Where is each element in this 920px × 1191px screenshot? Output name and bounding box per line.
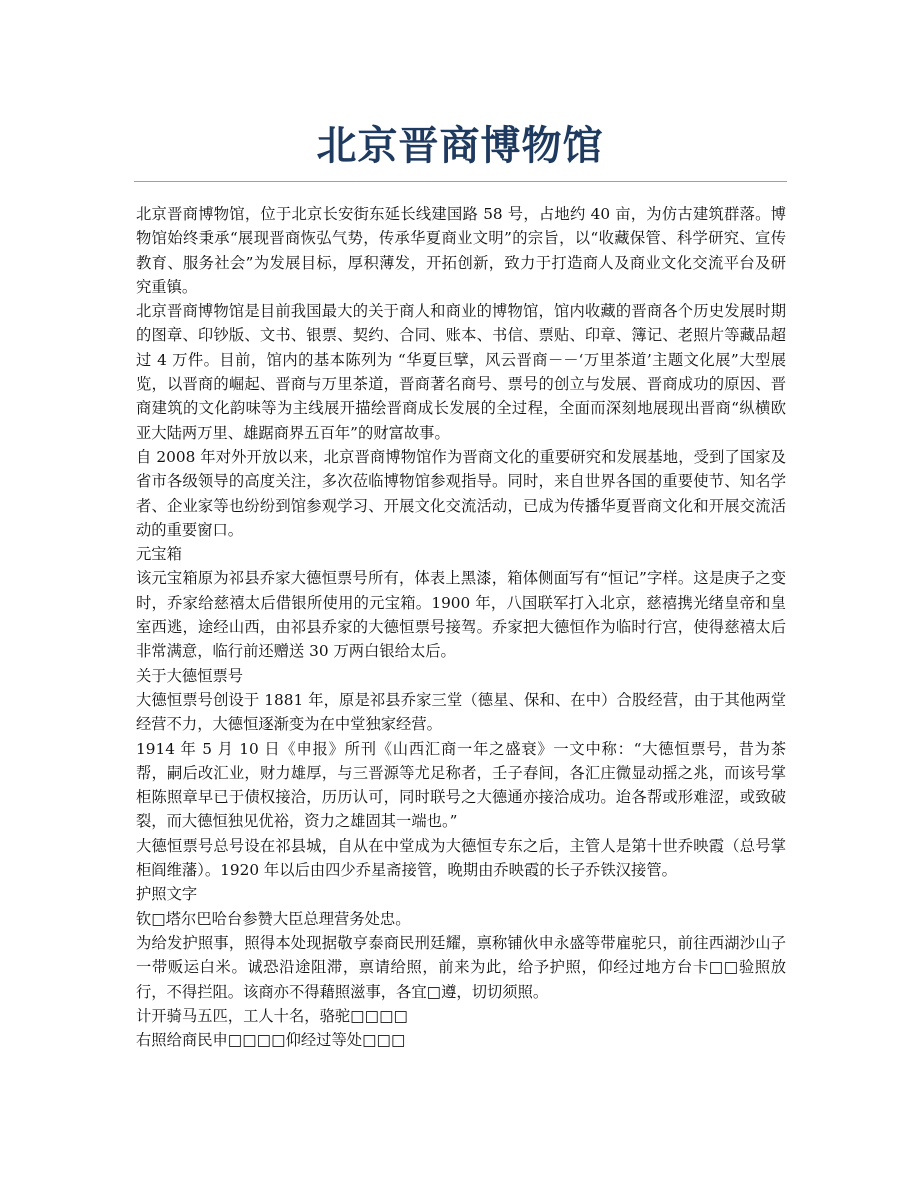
- paragraph-intro: 北京晋商博物馆，位于北京长安街东延长线建国路 58 号，占地约 40 亩，为仿古建筑群落。博物馆始终秉承“展现晋商恢弘气势，传承华夏商业文明”的宗旨，以“收藏保管、科学研究、宣传教育、服务社会”为发展目标，厚积薄发，开拓创新，致力于打造商人及商业文化交流平台及研究重镇。: [136, 205, 786, 296]
- paragraph-collection: 北京晋商博物馆是目前我国最大的关于商人和商业的博物馆，馆内收藏的晋商各个历史发展时期的图章、印钞版、文书、银票、契约、合同、账本、书信、票贴、印章、簿记、老照片等藏品超过 4 万件。目前，馆内的基本陈列为 “华夏巨擘，风云晋商－－‘万里茶道’主题文化展”大型展览，以晋商的崛起、晋商与万里茶道，晋商著名商号、票号的创立与发展、晋商成功的原因、晋商建筑的文化韵味等为主线展开描绘晋商成长发展的全过程，全面而深刻地展现出晋商“纵横欧亚大陆两万里、雄踞商界五百年”的财富故事。: [136, 302, 786, 442]
- section-heading-yuanbao-box: 元宝箱: [136, 545, 182, 564]
- paragraph-passport-items: 计开骑马五匹，工人十名，骆驼□□□□: [136, 1006, 408, 1025]
- title-divider: [134, 181, 787, 182]
- paragraph-yuanbao-box: 该元宝箱原为祁县乔家大德恒票号所有，体表上黑漆，箱体侧面写有“恒记”字样。这是庚子之变时，乔家给慈禧太后借银所使用的元宝箱。1900 年，八国联军打入北京，慈禧携光绪皇帝和皇室西逃，途经山西，由祁县乔家的大德恒票号接驾。乔家把大德恒作为临时行宫，使得慈禧太后非常满意，临行前还赠送 30 万两白银给太后。: [136, 569, 786, 661]
- section-heading-dadeheng: 关于大德恒票号: [136, 666, 244, 685]
- paragraph-shenbao-quote: 1914 年 5 月 10 日《申报》所刊《山西汇商一年之盛衰》一文中称：“大德恒票号，昔为茶帮，嗣后改汇业，财力雄厚，与三晋源等尤足称者，壬子春间，各汇庄微显动摇之兆，而该号掌柜陈照章早已于债权接洽，历历认可，同时联号之大德通亦接洽成功。迨各帮或形难涩，或致破裂，而大德恒独见优裕，资力之雄固其一端也。”: [136, 739, 786, 831]
- page-title: 北京晋商博物馆: [316, 123, 604, 169]
- paragraph-dadeheng-management: 大德恒票号总号设在祁县城，自从在中堂成为大德恒专东之后，主管人是第十世乔映霞（总号掌柜阎维藩）。1920 年以后由四少乔星斋接管，晚期由乔映霞的长子乔铁汉接管。: [136, 836, 786, 880]
- section-heading-passport: 护照文字: [136, 885, 198, 904]
- paragraph-passport-body: 为给发护照事，照得本处现据敬亨泰商民刑廷耀，禀称铺伙申永盛等带雇驼只，前往西湖沙山子一带贩运白米。诚恐沿途阻滞，禀请给照，前来为此，给予护照，仰经过地方台卡□□验照放行，不得拦阻。该商亦不得藉照滋事，各宜□遵，切切须照。: [136, 933, 786, 1001]
- paragraph-dadeheng-founding: 大德恒票号创设于 1881 年，原是祁县乔家三堂（德星、保和、在中）合股经营，由于其他两堂经营不力，大德恒逐渐变为在中堂独家经营。: [136, 690, 786, 734]
- document-body: [136, 202, 786, 1052]
- paragraph-passport-recipient: 右照给商民申□□□□仰经过等处□□□: [136, 1031, 406, 1050]
- paragraph-opening: 自 2008 年对外开放以来，北京晋商博物馆作为晋商文化的重要研究和发展基地，受到了国家及省市各级领导的高度关注，多次莅临博物馆参观指导。同时，来自世界各国的重要使节、知名学者、企业家等也纷纷到馆参观学习、开展文化交流活动，已成为传播华夏晋商文化和开展交流活动的重要窗口。: [136, 447, 786, 539]
- paragraph-passport-official: 钦□塔尔巴哈台参赞大臣总理营务处忠。: [136, 909, 411, 928]
